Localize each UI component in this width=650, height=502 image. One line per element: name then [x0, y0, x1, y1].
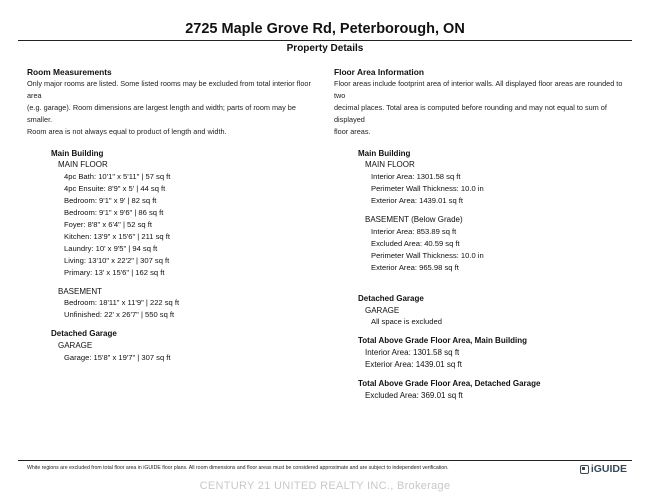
floor-area-note-line: floor areas.	[334, 126, 371, 136]
floor-area-column	[334, 67, 634, 402]
room-item: Garage: 15'8" x 19'7" | 307 sq ft	[64, 353, 171, 363]
iguide-logo-icon	[580, 465, 589, 474]
room-measurements-note-line: Only major rooms are listed. Some listed rooms may be excluded from total interior floor area	[27, 79, 311, 100]
room-item: Bedroom: 18'11" x 11'9" | 222 sq ft	[64, 298, 180, 308]
room-item: Bedroom: 9'1" x 9'6" | 86 sq ft	[64, 208, 164, 218]
area-item: Excluded Area: 40.59 sq ft	[371, 238, 460, 248]
area-item: Perimeter Wall Thickness: 10.0 in	[371, 250, 484, 260]
total-heading: Total Above Grade Floor Area, Detached Garage	[358, 379, 541, 389]
page-title: 2725 Maple Grove Rd, Peterborough, ON	[185, 21, 465, 37]
room-item: Kitchen: 13'9" x 15'6" | 211 sq ft	[64, 231, 170, 241]
room-item: Laundry: 10' x 9'5" | 94 sq ft	[64, 243, 158, 253]
building-heading: Detached Garage	[51, 329, 117, 339]
area-item: Interior Area: 1301.58 sq ft	[371, 172, 461, 182]
area-item: Interior Area: 853.89 sq ft	[371, 226, 457, 236]
room-measurements-note-line: (e.g. garage). Room dimensions are largest length and width; parts of room may be smaller.	[27, 102, 296, 124]
floor-heading: BASEMENT (Below Grade)	[365, 215, 463, 225]
iguide-logo	[580, 463, 627, 475]
area-item: Exterior Area: 1439.01 sq ft	[371, 196, 464, 206]
room-measurements-note-line: Room area is not always equal to product of length and width.	[27, 126, 227, 136]
header-divider	[18, 40, 632, 41]
room-item: Primary: 13' x 15'6" | 162 sq ft	[64, 267, 165, 277]
area-item: Excluded Area: 369.01 sq ft	[365, 390, 463, 400]
floor-heading: GARAGE	[58, 341, 93, 351]
floor-area-note-line: Floor areas include footprint area of interior walls. All displayed floor areas are rounded to two	[334, 79, 623, 100]
room-item: Foyer: 8'8" x 6'4" | 52 sq ft	[64, 219, 152, 229]
total-heading: Total Above Grade Floor Area, Main Building	[358, 336, 528, 346]
area-item: Exterior Area: 1439.01 sq ft	[365, 360, 462, 370]
floor-area-note-line: decimal places. Total area is computed before rounding and may not equal to sum of displayed	[334, 102, 607, 124]
area-item: Exterior Area: 965.98 sq ft	[371, 262, 459, 272]
area-item: Interior Area: 1301.58 sq ft	[365, 348, 460, 358]
room-item: Unfinished: 22' x 26'7" | 550 sq ft	[64, 310, 175, 320]
building-heading: Detached Garage	[358, 293, 424, 303]
floor-heading: MAIN FLOOR	[365, 160, 415, 170]
section-title: Property Details	[286, 43, 364, 54]
building-heading: Main Building	[51, 148, 104, 158]
floor-heading: MAIN FLOOR	[58, 160, 108, 170]
brokerage-watermark: CENTURY 21 UNITED REALTY INC., Brokerage	[199, 480, 451, 492]
room-item: Bedroom: 9'1" x 9' | 82 sq ft	[64, 196, 157, 206]
footer-disclaimer: White regions are excluded from total floor area in iGUIDE floor plans. All room dimensions and floor areas must be considered approximate and are subject to independent verification.	[27, 465, 449, 471]
room-item: 4pc Bath: 10'1" x 5'11" | 57 sq ft	[64, 172, 171, 182]
room-measurements-column	[27, 67, 317, 364]
room-item: 4pc Ensuite: 8'9" x 5' | 44 sq ft	[64, 184, 166, 194]
floor-area-heading: Floor Area Information	[334, 67, 424, 77]
floor-heading: BASEMENT	[58, 286, 103, 296]
floor-heading: GARAGE	[365, 305, 400, 315]
area-item: Perimeter Wall Thickness: 10.0 in	[371, 184, 484, 194]
room-measurements-heading: Room Measurements	[27, 67, 112, 77]
iguide-logo-text: iGUIDE	[590, 463, 627, 475]
room-item: Living: 13'10" x 22'2" | 307 sq ft	[64, 255, 170, 265]
building-heading: Main Building	[358, 148, 411, 158]
area-item: All space is excluded	[371, 317, 442, 327]
footer-divider	[18, 460, 632, 461]
